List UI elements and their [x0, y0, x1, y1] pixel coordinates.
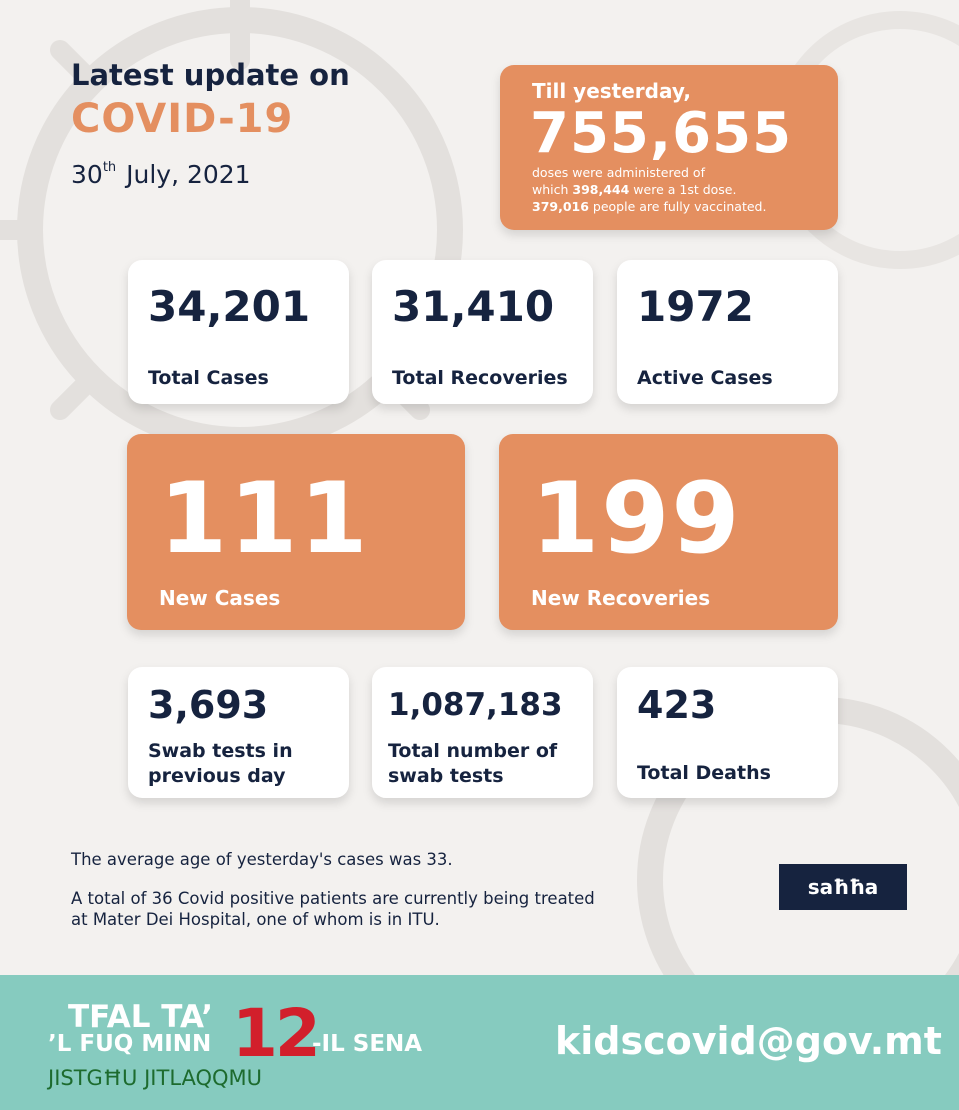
vaccination-card [500, 65, 838, 230]
stat-value: 1,087,183 [388, 687, 563, 723]
new-recoveries-card [499, 434, 838, 630]
stat-label: New Cases [159, 586, 281, 610]
footer-line2-right: -IL SENA [312, 1031, 423, 1057]
vaccination-intro: Till yesterday, [532, 79, 691, 103]
stat-value: 34,201 [148, 282, 311, 331]
stat-value: 1972 [637, 282, 754, 331]
stat-value: 199 [531, 462, 742, 576]
new-cases-card [127, 434, 465, 630]
stat-label: Active Cases [637, 367, 773, 389]
contact-email[interactable]: kidscovid@gov.mt [555, 1019, 942, 1063]
report-date: 30th July, 2021 [71, 160, 251, 189]
footer-line2-left: ’L FUQ MINN [48, 1031, 212, 1057]
total-doses-value: 755,655 [530, 101, 793, 166]
footer-age-number: 12 [232, 995, 318, 1072]
stat-label: Swab tests in previous day [148, 740, 293, 787]
stat-label: New Recoveries [531, 586, 711, 610]
stat-value: 111 [159, 462, 370, 576]
footer-line3: JISTGĦU JITLAQQMU [48, 1066, 263, 1090]
total-recoveries-card [372, 260, 593, 404]
total-cases-card [128, 260, 349, 404]
sahha-logo: saħħa [779, 864, 907, 910]
stat-value: 31,410 [392, 282, 555, 331]
footer-line1: TFAL TA’ [68, 999, 213, 1035]
footer-banner [0, 975, 959, 1110]
page-title: Latest update on [71, 58, 350, 92]
stat-value: 423 [637, 683, 717, 727]
hospital-note: A total of 36 Covid positive patients are currently being treated at Mater Dei Hospital, one of whom is in ITU. [71, 889, 595, 929]
stat-label: Total number of swab tests [388, 740, 558, 787]
vaccination-details: doses were administered of which 398,444 were a 1st dose. 379,016 people are fully vaccinated. [532, 165, 767, 214]
total-swab-tests-card [372, 667, 593, 798]
total-deaths-card [617, 667, 838, 798]
average-age-note: The average age of yesterday's cases was 33. [71, 850, 453, 869]
page-subject: COVID-19 [71, 96, 294, 142]
stat-label: Total Cases [148, 367, 269, 389]
stat-value: 3,693 [148, 683, 269, 727]
stat-label: Total Deaths [637, 762, 771, 784]
swab-tests-previous-day-card [128, 667, 349, 798]
active-cases-card [617, 260, 838, 404]
stat-label: Total Recoveries [392, 367, 568, 389]
